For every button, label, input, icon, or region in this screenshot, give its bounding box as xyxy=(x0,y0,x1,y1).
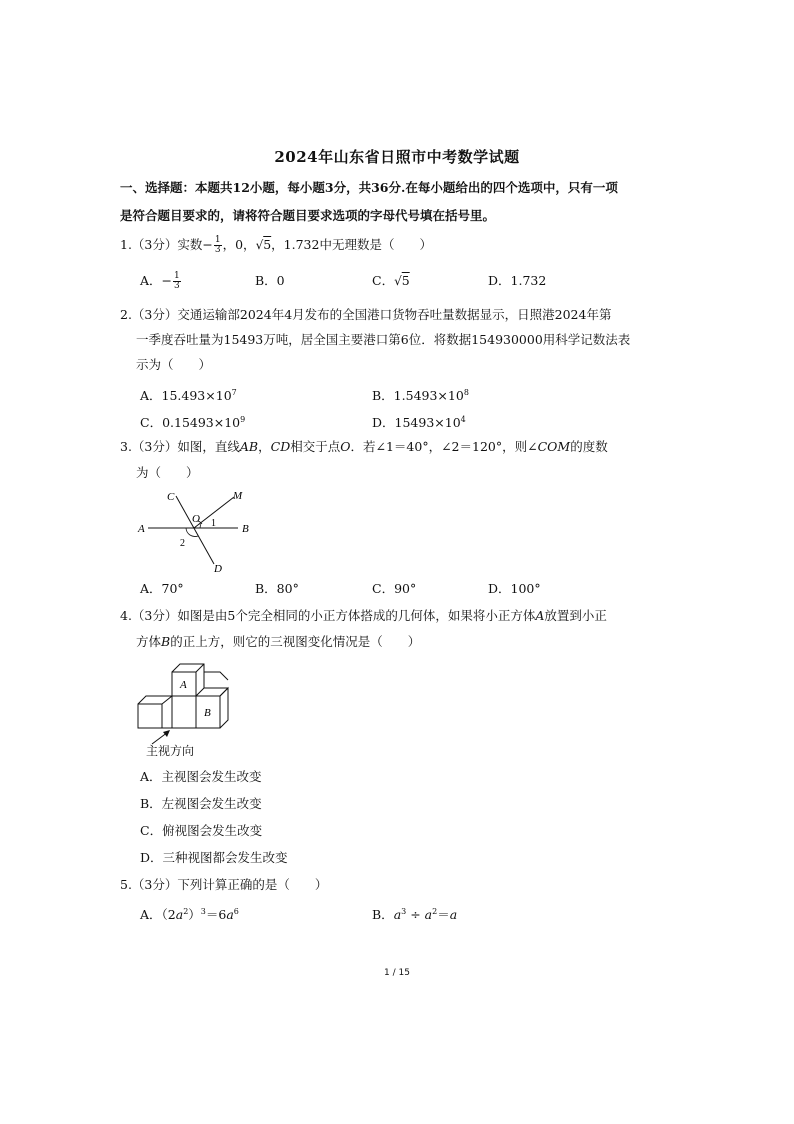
q2-option-b: B．$1.5493\times 10^8$ xyxy=(372,388,469,403)
q5-option-a: A．$(2a^2)^3=6a^6$ xyxy=(140,907,239,922)
cube-label-a: A xyxy=(180,679,187,691)
q4-option-a: A．主视图会发生改变 xyxy=(140,769,262,784)
label-1: 1 xyxy=(211,518,216,529)
label-o: O xyxy=(192,513,200,525)
label-c: C xyxy=(167,491,175,503)
question-5-stem: 5.（3分）下列计算正确的是（ ） xyxy=(120,877,328,892)
q2-option-d: D．$15493\times 10^4$ xyxy=(372,415,466,430)
page-number: 1 / 15 xyxy=(384,968,410,978)
q1-sqrt-arg: 5 xyxy=(263,237,272,252)
q1-option-c: C．√5 xyxy=(372,273,410,288)
q1-mid: ，0， xyxy=(222,237,256,252)
sqrt-symbol: √ xyxy=(394,274,402,288)
q4-option-c: C．俯视图会发生改变 xyxy=(140,823,263,838)
q3-option-b: B．80° xyxy=(255,581,299,596)
question-4-line-1: 4.（3分）如图是由5个完全相同的小正方体搭成的几何体，如果将小正方体A放置到小正 xyxy=(120,608,607,623)
page-title: 2024年山东省日照市中考数学试题 xyxy=(274,148,520,166)
q1-option-a: A．− $\frac{1}{3}$ xyxy=(140,271,180,291)
label-b: B xyxy=(242,523,249,535)
label-a: A xyxy=(138,523,145,535)
section-heading-line-1: 一、选择题：本题共12小题，每小题3分，共36分.在每小题给出的四个选项中，只有一项 xyxy=(120,180,618,195)
q4-option-b: B．左视图会发生改变 xyxy=(140,796,262,811)
q1-option-d: D．1.732 xyxy=(488,273,547,288)
q2-option-c: C．$0.15493\times 10^9$ xyxy=(140,415,246,430)
question-2-line-3: 示为（ ） xyxy=(136,357,212,372)
q1-neg: − xyxy=(202,237,213,252)
q3-option-a: A．70° xyxy=(140,581,184,596)
label-m: M xyxy=(233,490,243,502)
q4-option-d: D．三种视图都会发生改变 xyxy=(140,850,288,865)
label-2: 2 xyxy=(180,538,185,549)
q3-option-d: D．100° xyxy=(488,581,541,596)
label-d: D xyxy=(214,563,222,575)
cube-label-b: B xyxy=(204,707,211,719)
question-3-line-1: 3.（3分）如图，直线AB，CD相交于点O．若∠1＝40°，∠2＝120°，则∠COM的度数 xyxy=(120,439,608,454)
q5-option-b: B．$a^3 \div a^2=a$ xyxy=(372,907,458,922)
q1-prefix: 1.（3分）实数 xyxy=(120,237,203,252)
q3-option-c: C．90° xyxy=(372,581,417,596)
question-2-line-1: 2.（3分）交通运输部2024年4月发布的全国港口货物吞吐量数据显示，日照港2024年第 xyxy=(120,307,612,322)
q1-option-b: B．0 xyxy=(255,273,285,288)
question-4-line-2: 方体B的正上方，则它的三视图变化情况是（ ） xyxy=(136,634,421,649)
question-1-stem xyxy=(120,236,432,255)
sqrt-symbol: √ xyxy=(255,238,264,252)
q1-fraction: $\frac{1}{3}$ xyxy=(214,235,221,255)
q4-figure-caption: 主视方向 xyxy=(146,744,195,758)
section-heading-line-2: 是符合题目要求的，请将符合题目要求选项的字母代号填在括号里。 xyxy=(120,208,496,223)
question-2-line-2: 一季度吞吐量为15493万吨，居全国主要港口第6位．将数据154930000用科学记数法表 xyxy=(136,332,631,347)
q3-angle-figure xyxy=(130,484,270,576)
question-3-line-2: 为（ ） xyxy=(136,465,199,480)
section-heading xyxy=(120,174,690,230)
q2-option-a: A．$15.493\times 10^7$ xyxy=(140,388,237,403)
q4-cube-figure xyxy=(134,660,238,732)
q1-suffix: ，1.732中无理数是（ ） xyxy=(271,237,432,252)
